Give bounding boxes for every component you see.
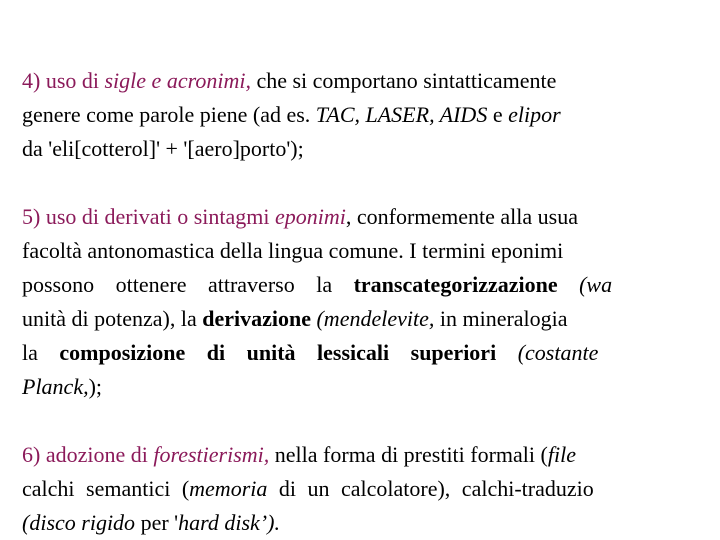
para-4-term: sigle e acronimi, [104, 68, 251, 93]
para-6-example: hard disk’). [178, 510, 280, 535]
para-5-bold-term: transcategorizzazione [353, 272, 558, 297]
para-4-line-2 [22, 98, 561, 132]
para-5-example: (costante [496, 340, 599, 365]
para-5-bold-term: derivazione [202, 306, 311, 331]
para-6-text: di un calcolatore), calchi-traduzio [267, 476, 594, 501]
para-5-line-4 [22, 302, 568, 336]
para-5-term: eponimi [274, 204, 346, 229]
para-5-text: in mineralogia [434, 306, 568, 331]
para-5-line-3 [22, 268, 612, 302]
para-6-text: per ' [135, 510, 179, 535]
para-6-line-3 [22, 506, 280, 540]
para-4-line-1 [22, 64, 556, 98]
para-5-line-6 [22, 370, 102, 404]
para-5-line-2 [22, 234, 563, 268]
para-4-number-text: 4) uso di [22, 68, 105, 93]
para-5-text: unità di potenza), la [22, 306, 203, 331]
para-5-text: la [22, 340, 60, 365]
para-5-example: Planck, [22, 374, 89, 399]
para-6-example: (disco rigido [22, 510, 136, 535]
para-5-text: , conformemente alla usua [345, 204, 578, 229]
para-5-line-5 [22, 336, 598, 370]
para-5-example: (wa [557, 272, 613, 297]
para-4-text: genere come parole piene (ad es. [22, 102, 316, 127]
para-4-example: TAC, LASER, AIDS [315, 102, 488, 127]
para-6-text: nella forma di prestiti formali ( [269, 442, 548, 467]
para-4-example: elipor [508, 102, 561, 127]
para-5-text: facoltà antonomastica della lingua comune. I termini eponimi [22, 238, 564, 263]
para-6-number-text: 6) adozione di [22, 442, 154, 467]
para-4-line-3 [22, 132, 304, 166]
para-6-text: calchi semantici ( [22, 476, 190, 501]
para-4-text: che si comportano sintatticamente [250, 68, 557, 93]
para-5-bold-term: composizione di unità lessicali superiori [59, 340, 497, 365]
para-6-example: memoria [189, 476, 268, 501]
para-6-term: forestierismi, [153, 442, 270, 467]
para-5-text: ); [88, 374, 103, 399]
para-5-line-1 [22, 200, 578, 234]
para-5-text: possono ottenere attraverso la [22, 272, 354, 297]
para-6-line-2 [22, 472, 594, 506]
para-6-example: file [547, 442, 576, 467]
para-4-text: da 'eli[cotterol]' + '[aero]porto'); [22, 136, 304, 161]
para-5-number-text: 5) uso di derivati o sintagmi [22, 204, 275, 229]
para-4-text: e [487, 102, 509, 127]
para-5-example: (mendelevite, [310, 306, 435, 331]
para-6-line-1 [22, 438, 576, 472]
